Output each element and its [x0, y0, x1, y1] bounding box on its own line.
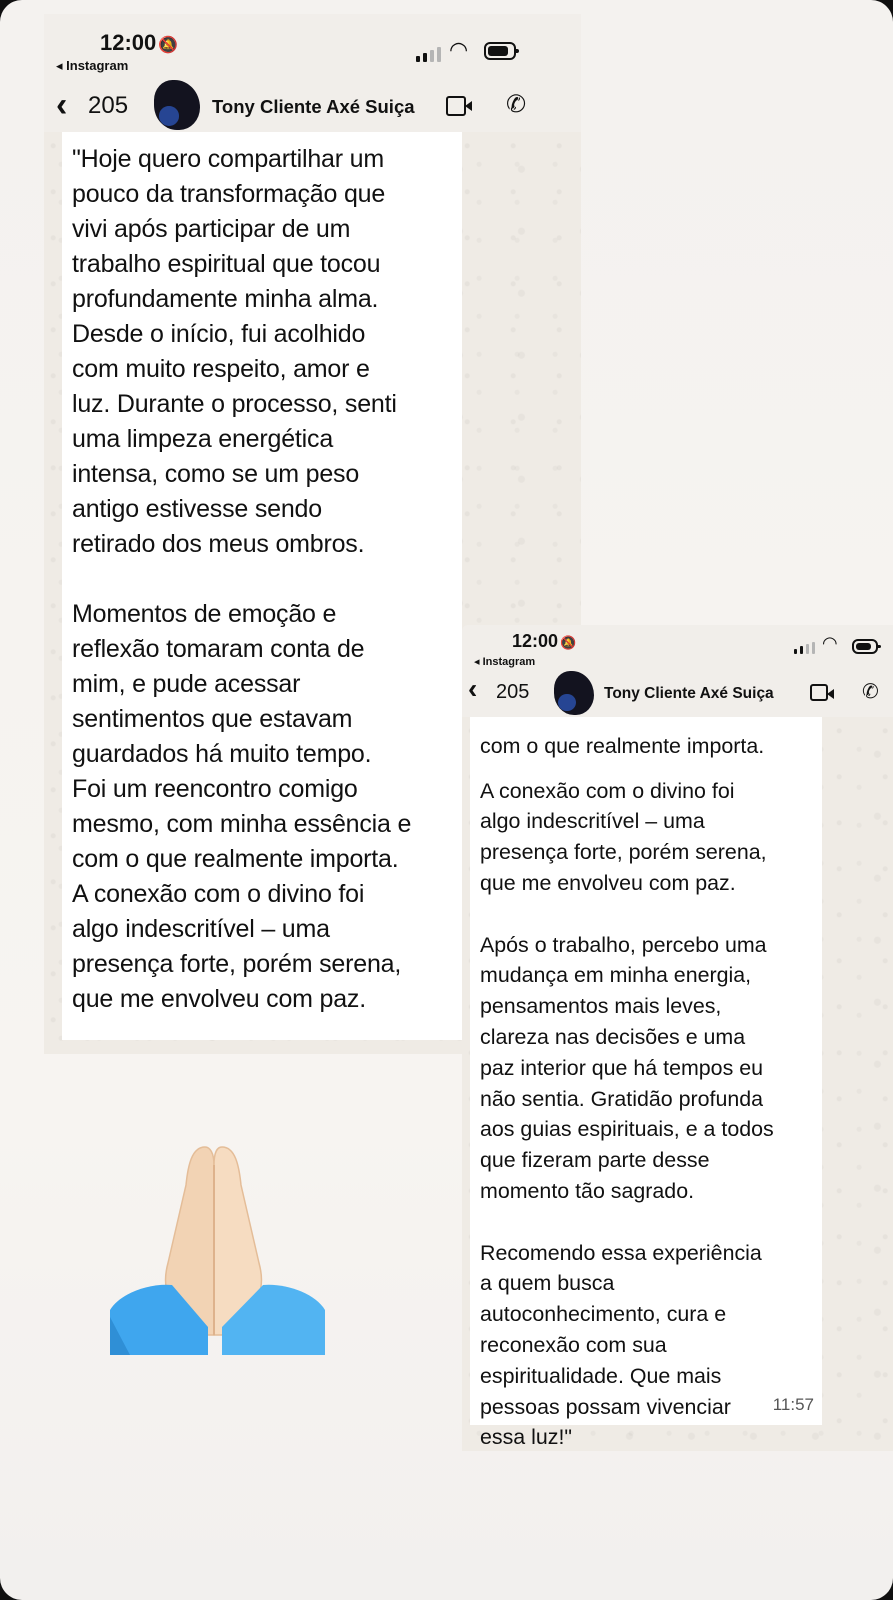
phone-call-icon[interactable]: ✆ [506, 91, 527, 118]
contact-avatar[interactable] [554, 671, 594, 715]
battery-icon [852, 639, 878, 654]
video-call-icon[interactable] [810, 684, 828, 701]
status-time: 12:00 🔕 [100, 30, 179, 55]
message-bubble [470, 717, 822, 1450]
wifi-icon: ◠ [449, 37, 469, 62]
battery-icon [484, 42, 516, 60]
praying-hands-icon [110, 1145, 325, 1360]
message-timestamp: 11:57 [772, 1395, 814, 1415]
back-to-instagram[interactable]: ◂ Instagram [474, 656, 536, 668]
contact-avatar[interactable] [154, 80, 200, 130]
message-bubble: "Hoje quero compartilhar um pouco da transformação que vivi após participar de um trabalho espiritual que tocou profundamente minha alma. Desde o início, fui acolhido com muito respeito, amor e luz. Durante o processo, senti uma limpeza energética intensa, como se um peso antigo estivesse sendo retirado dos meus ombros. Momentos de emoção e reflexão tomaram conta de mim, e pude acessar sentimentos que estavam guardados há muito tempo. Foi um reencontro comigo mesmo, com minha essência e com o que realmente importa. A conexão com o divino foi algo indescritível – uma presença forte, porém serena, que me envolveu com paz. [62, 132, 462, 1040]
unread-count[interactable]: 205 [88, 92, 129, 119]
phone-call-icon[interactable]: ✆ [862, 681, 879, 703]
contact-name[interactable]: Tony Cliente Axé Suiça [604, 685, 774, 702]
status-time: 12:00 🔕 [512, 631, 577, 651]
bell-muted-icon: 🔕 [158, 37, 179, 54]
back-chevron-icon[interactable]: ‹ [468, 673, 478, 704]
wifi-icon: ◠ [822, 633, 838, 653]
back-to-instagram[interactable]: ◂ Instagram [56, 58, 129, 73]
video-call-icon[interactable] [446, 96, 466, 116]
back-chevron-icon[interactable]: ‹ [56, 86, 68, 124]
bell-muted-icon: 🔕 [560, 635, 577, 650]
chat-header [462, 673, 893, 715]
chat-screenshot-2 [462, 625, 893, 1451]
chat-header [44, 82, 581, 130]
message-text: A conexão com o divino foi algo indescritível – uma presença forte, porém serena, que me envolveu com paz. Após o trabalho, percebo uma mudança em minha energia, pensamentos mais leves, clareza nas decisões e uma paz interior que há tempos eu não sentia. Gratidão profunda aos guias espirituais, e a todos que fizeram parte desse momento tão sagrado. Recomendo essa experiência a quem busca autoconhecimento, cura e reconexão com sua espiritualidade. Que mais pessoas possam vivenciar essa luz!" [480, 778, 774, 1450]
unread-count[interactable]: 205 [496, 681, 530, 703]
signal-icon [794, 641, 815, 654]
message-cut-line: com o que realmente importa. [480, 733, 765, 758]
signal-icon [416, 46, 441, 62]
contact-name[interactable]: Tony Cliente Axé Suiça [212, 96, 415, 117]
